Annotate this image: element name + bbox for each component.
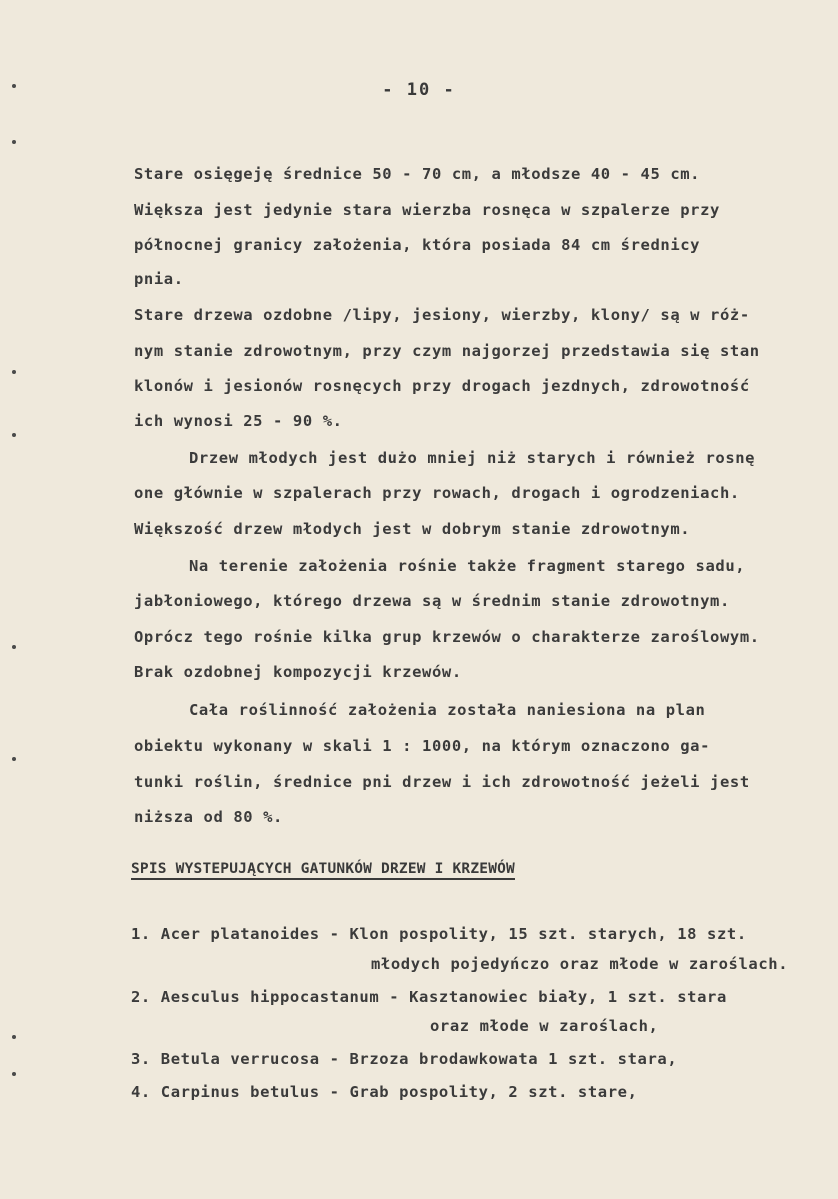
species-list-heading: SPIS WYSTEPUJĄCYCH GATUNKÓW DRZEW I KRZEWÓW [131, 861, 515, 880]
text-line: tunki roślin, średnice pni drzew i ich zdrowotność jeżeli jest [134, 773, 750, 791]
binder-hole-dot [12, 140, 16, 144]
page-number: - 10 - [382, 80, 456, 100]
text-line: Stare osięgeję średnice 50 - 70 cm, a młodsze 40 - 45 cm. [134, 165, 701, 183]
text-line: klonów i jesionów rosnęcych przy drogach jezdnych, zdrowotność [134, 377, 750, 395]
text-line: Oprócz tego rośnie kilka grup krzewów o charakterze zaroślowym. [134, 628, 760, 646]
text-line: północnej granicy założenia, która posiada 84 cm średnicy [134, 236, 701, 254]
text-line: jabłoniowego, którego drzewa są w średnim stanie zdrowotnym. [134, 592, 730, 610]
text-line: Na terenie założenia rośnie także fragment starego sadu, [189, 557, 746, 575]
text-line: Drzew młodych jest dużo mniej niż starych i również rosnę [189, 449, 756, 467]
binder-hole-dot [12, 1035, 16, 1039]
text-line: niższa od 80 %. [134, 808, 283, 826]
text-line: Większość drzew młodych jest w dobrym stanie zdrowotnym. [134, 520, 691, 538]
text-line: nym stanie zdrowotnym, przy czym najgorzej przedstawia się stan [134, 342, 760, 360]
text-line: pnia. [134, 270, 184, 288]
text-line: Cała roślinność założenia została naniesiona na plan [189, 701, 706, 719]
list-item: 1. Acer platanoides - Klon pospolity, 15 szt. starych, 18 szt. [131, 925, 747, 943]
text-line: obiektu wykonany w skali 1 : 1000, na którym oznaczono ga- [134, 737, 711, 755]
text-line: Większa jest jedynie stara wierzba rosnęca w szpalerze przy [134, 201, 720, 219]
binder-hole-dot [12, 645, 16, 649]
binder-hole-dot [12, 757, 16, 761]
list-item-continuation: młodych pojedyńczo oraz młode w zaroślach. [371, 955, 789, 973]
text-line: ich wynosi 25 - 90 %. [134, 412, 343, 430]
list-item: 3. Betula verrucosa - Brzoza brodawkowata 1 szt. stara, [131, 1050, 678, 1068]
list-item: 4. Carpinus betulus - Grab pospolity, 2 szt. stare, [131, 1083, 638, 1101]
binder-hole-dot [12, 370, 16, 374]
text-line: one głównie w szpalerach przy rowach, drogach i ogrodzeniach. [134, 484, 740, 502]
list-item-continuation: oraz młode w zaroślach, [430, 1017, 659, 1035]
text-line: Stare drzewa ozdobne /lipy, jesiony, wierzby, klony/ są w róż- [134, 306, 750, 324]
binder-hole-dot [12, 433, 16, 437]
text-line: Brak ozdobnej kompozycji krzewów. [134, 663, 462, 681]
binder-hole-dot [12, 1072, 16, 1076]
list-item: 2. Aesculus hippocastanum - Kasztanowiec biały, 1 szt. stara [131, 988, 727, 1006]
